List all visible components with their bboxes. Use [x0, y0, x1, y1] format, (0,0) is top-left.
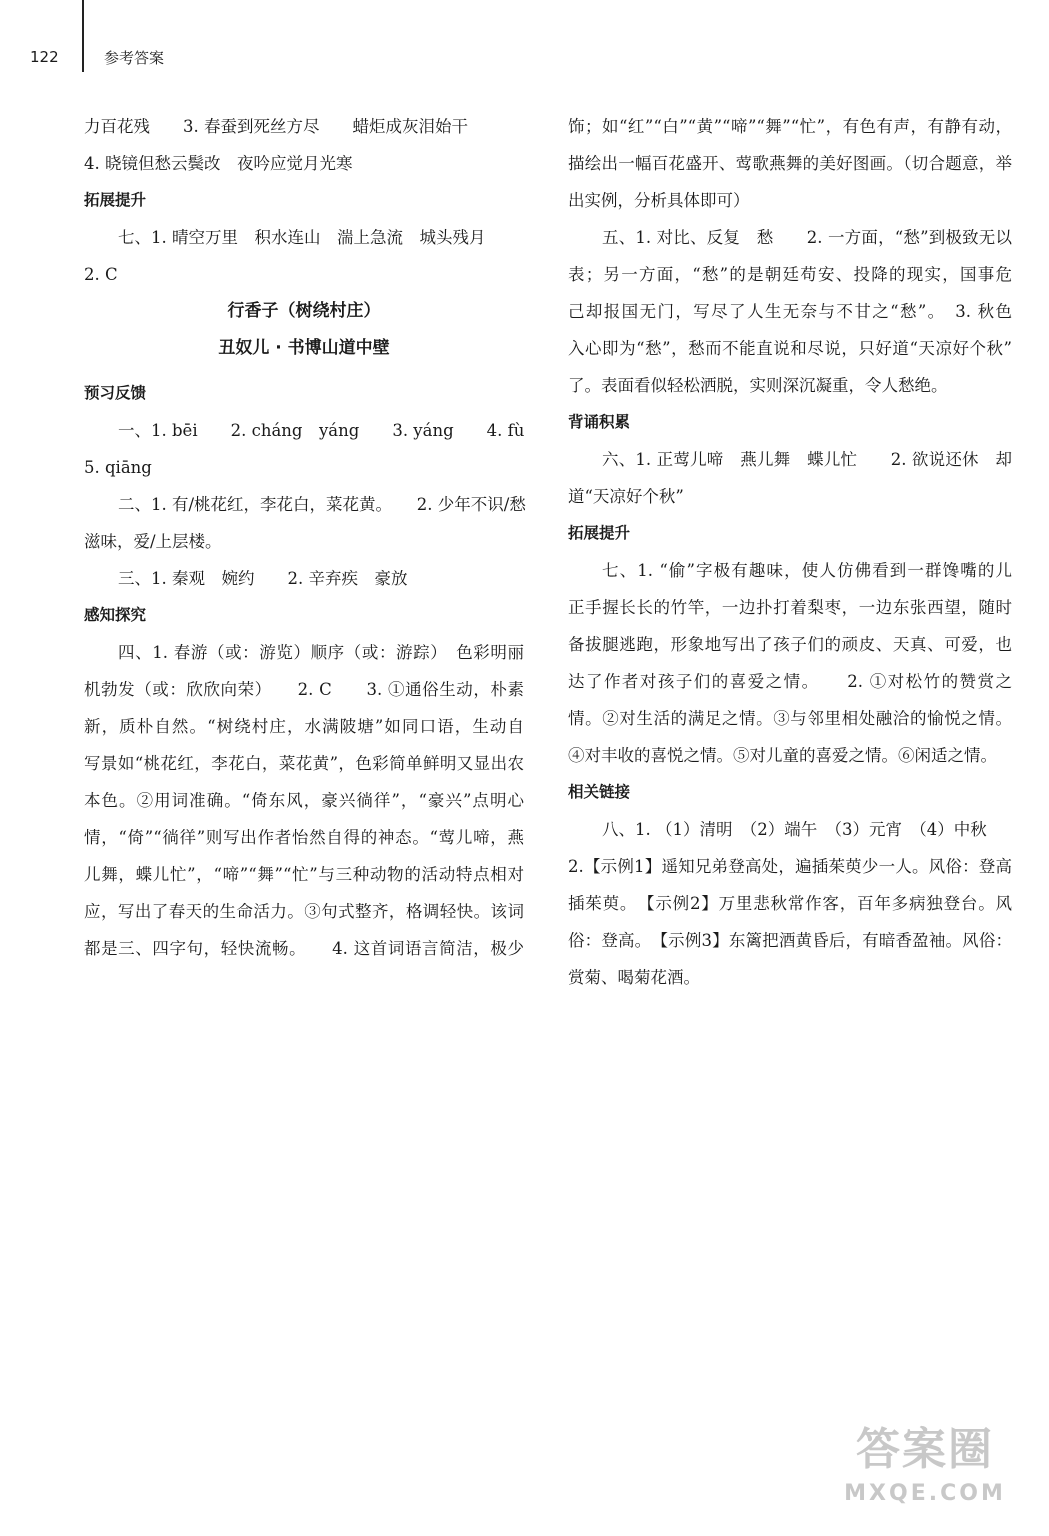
text-line: 儿舞，蝶儿忙”，“啼”“舞”“忙”与三种动物的活动特点相对	[84, 865, 524, 884]
text-line: 二、1. 有/桃花红，李花白，菜花黄。 2. 少年不识/愁	[118, 495, 526, 514]
text-line: 一、1. bēi 2. cháng yáng 3. yáng 4. fù	[118, 421, 525, 440]
watermark-logo	[835, 1421, 1015, 1516]
text-line: 插茱萸。 【示例2】万里悲秋常作客，百年多病独登台。风	[568, 894, 1012, 913]
watermark-url: MXQE.COM	[844, 1481, 1006, 1506]
text-line: 道“天凉好个秋”	[568, 487, 684, 506]
poem-title: 行香子（树绕村庄）	[227, 301, 381, 321]
text-line: 六、1. 正莺儿啼 燕儿舞 蝶儿忙 2. 欲说还休 却	[602, 450, 1012, 469]
text-line: ④对丰收的喜悦之情。⑤对儿童的喜爱之情。⑥闲适之情。	[568, 746, 997, 765]
text-line: 己却报国无门，写尽了人生无奈与不甘之“愁”。 3. 秋色	[568, 302, 1012, 321]
right-column	[568, 108, 1012, 996]
text-line: 俗：登高。 【示例3】东篱把酒黄昏后，有暗香盈袖。风俗：	[568, 931, 1012, 950]
text-line: 情。②对生活的满足之情。③与邻里相处融洽的愉悦之情。	[568, 709, 1012, 728]
text-line: 2. C	[84, 265, 118, 284]
left-column	[84, 108, 524, 967]
spacer	[84, 367, 524, 375]
section-heading: 背诵积累	[568, 413, 631, 431]
text-line: 滋味，爱/上层楼。	[84, 532, 222, 551]
text-line: 都是三、四字句，轻快流畅。 4. 这首词语言简洁，极少	[84, 939, 524, 958]
text-line: 七、1. 晴空万里 积水连山 湍上急流 城头残月	[118, 228, 486, 247]
text-line: 情，“倚”“徜徉”则写出作者怡然自得的神态。“莺儿啼，燕	[84, 828, 524, 847]
text-line: 本色。②用词准确。“倚东风，豪兴徜徉”，“豪兴”点明心	[84, 791, 524, 810]
section-heading: 感知探究	[84, 606, 147, 624]
text-line: 赏菊、喝菊花酒。	[568, 968, 700, 987]
running-head: 参考答案	[104, 49, 165, 67]
text-line: 5. qiāng	[84, 458, 152, 477]
text-line: 表；另一方面，“愁”的是朝廷苟安、投降的现实，国事危	[568, 265, 1012, 284]
text-line: 备拔腿逃跑，形象地写出了孩子们的顽皮、天真、可爱，也	[568, 635, 1012, 654]
text-line: 七、1. “偷”字极有趣味，使人仿佛看到一群馋嘴的儿	[602, 561, 1012, 580]
poem-title: 丑奴儿 · 书博山道中壁	[218, 338, 390, 358]
section-heading: 拓展提升	[568, 524, 631, 542]
page-number: 122	[30, 48, 59, 66]
text-line: 入心即为“愁”，愁而不能直说和尽说，只好道“天凉好个秋”	[568, 339, 1012, 358]
text-line: 达了作者对孩子们的喜爱之情。 2. ①对松竹的赞赏之	[568, 672, 1012, 691]
text-line: 四、1. 春游（或：游览）顺序（或：游踪） 色彩明丽	[118, 643, 524, 662]
section-heading: 相关链接	[568, 783, 631, 801]
watermark-main: 答案圈	[856, 1424, 994, 1475]
section-heading: 拓展提升	[84, 191, 147, 209]
section-heading: 预习反馈	[84, 384, 147, 402]
text-line: 力百花残 3. 春蚕到死丝方尽 蜡炬成灰泪始干	[84, 117, 468, 136]
text-line: 写景如“桃花红，李花白，菜花黄”，色彩简单鲜明又显出农	[84, 754, 524, 773]
text-line: 八、1. （1）清明 （2）端午 （3）元宵 （4）中秋	[602, 820, 987, 839]
text-line: 4. 晓镜但愁云鬓改 夜吟应觉月光寒	[84, 154, 353, 173]
text-line: 正手握长长的竹竿，一边扑打着梨枣，一边东张西望，随时	[568, 598, 1012, 617]
text-line: 机勃发（或：欣欣向荣） 2. C 3. ①通俗生动，朴素	[84, 680, 524, 699]
text-line: 饰；如“红”“白”“黄”“啼”“舞”“忙”，有色有声，有静有动，	[568, 117, 1012, 136]
text-line: 了。表面看似轻松洒脱，实则深沉凝重，令人愁绝。	[568, 376, 948, 395]
text-line: 描绘出一幅百花盛开、莺歌燕舞的美好图画。（切合题意，举	[568, 154, 1012, 173]
text-line: 出实例，分析具体即可）	[568, 191, 750, 210]
text-line: 应，写出了春天的生命活力。③句式整齐，格调轻快。该词	[84, 902, 524, 921]
text-line: 三、1. 秦观 婉约 2. 辛弃疾 豪放	[118, 569, 408, 588]
text-line: 新，质朴自然。“树绕村庄，水满陂塘”如同口语，生动自	[84, 717, 524, 736]
text-line: 2.【示例1】遥知兄弟登高处，遍插茱萸少一人。风俗：登高	[568, 857, 1012, 876]
header-rule	[82, 0, 84, 72]
text-line: 五、1. 对比、反复 愁 2. 一方面，“愁”到极致无以	[602, 228, 1012, 247]
